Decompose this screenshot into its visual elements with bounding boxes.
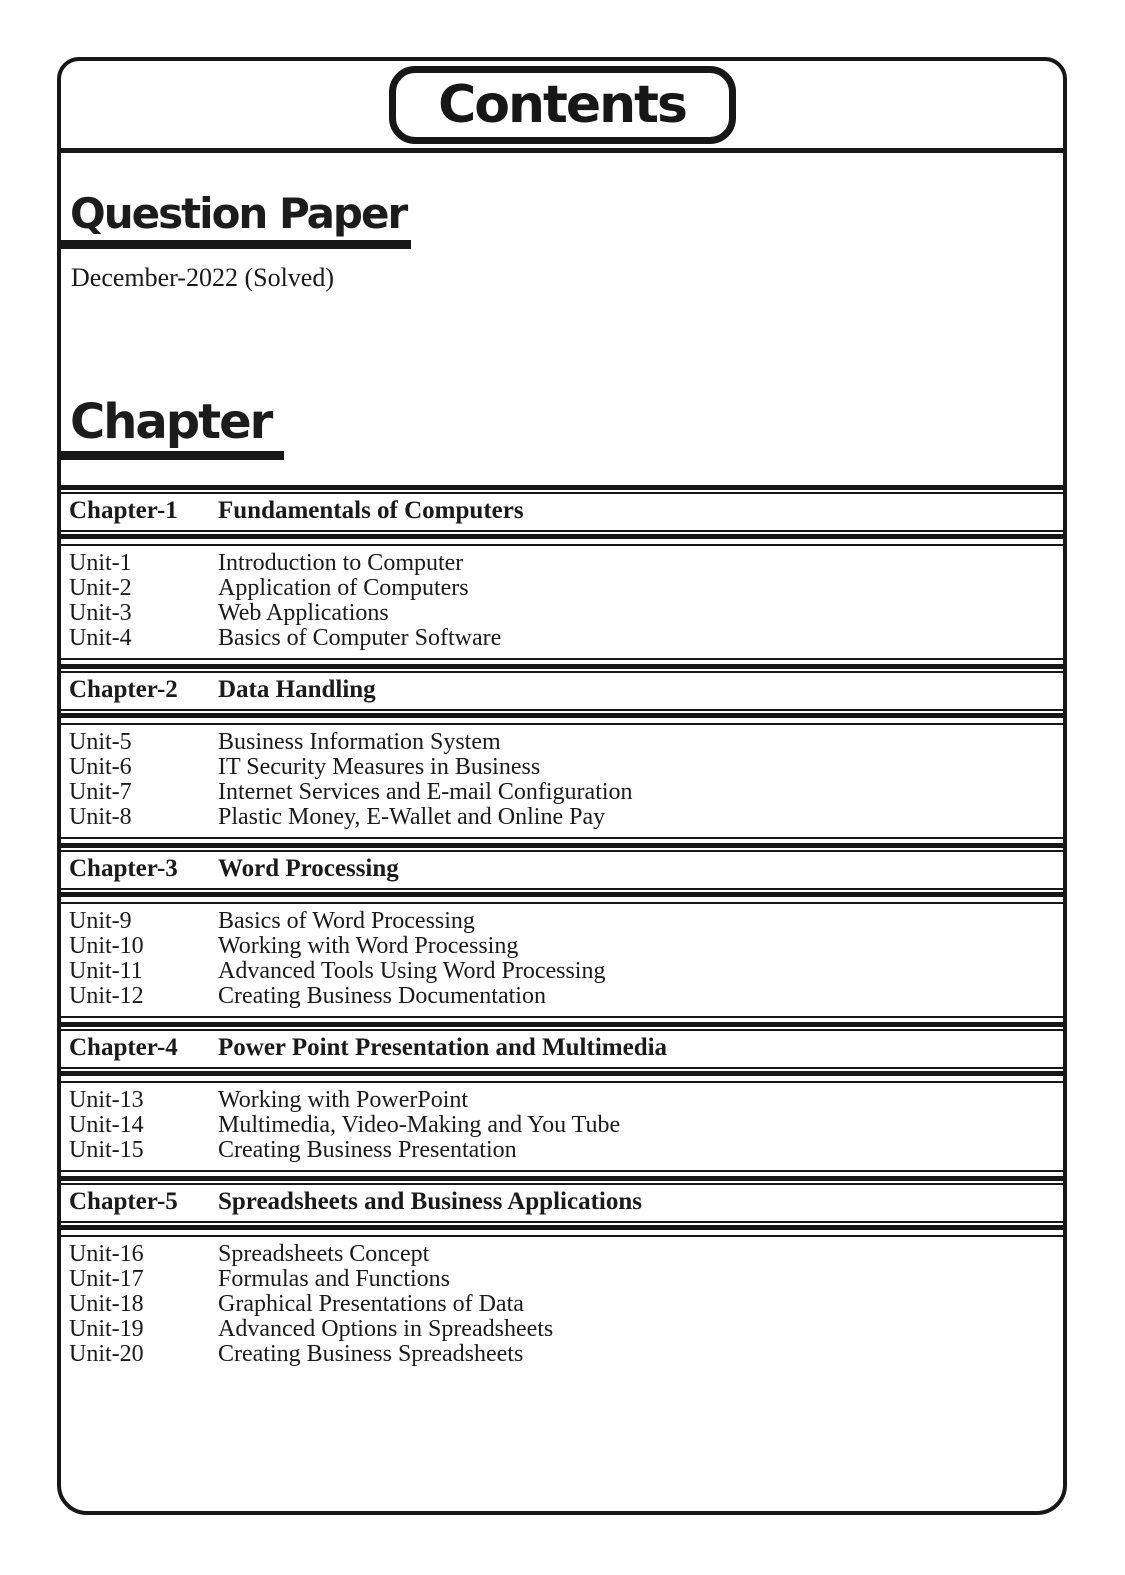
unit-row: [69, 805, 1055, 830]
unit-row: [69, 755, 1055, 780]
unit-title: Basics of Word Processing: [218, 908, 475, 935]
chapter-title: Fundamentals of Computers: [218, 497, 524, 525]
unit-label: Unit-7: [69, 779, 132, 806]
unit-label: Unit-14: [69, 1112, 144, 1139]
chapter-header-row: [61, 492, 1063, 532]
unit-title: Graphical Presentations of Data: [218, 1291, 524, 1318]
unit-label: Unit-13: [69, 1087, 144, 1114]
unit-label: Unit-4: [69, 625, 132, 652]
unit-row: [69, 576, 1055, 601]
chapter-section: [61, 664, 1063, 839]
header-band: [61, 61, 1063, 153]
unit-title: Introduction to Computer: [218, 550, 464, 577]
unit-title: Business Information System: [218, 729, 501, 756]
unit-row: [69, 959, 1055, 984]
unit-label: Unit-16: [69, 1241, 144, 1268]
unit-label: Unit-3: [69, 600, 132, 627]
chapter-header-band: [61, 843, 1063, 897]
unit-list: [61, 1235, 1063, 1374]
unit-label: Unit-11: [69, 958, 143, 985]
unit-row: [69, 1267, 1055, 1292]
chapter-label: Chapter-1: [69, 497, 178, 525]
unit-title: Formulas and Functions: [218, 1266, 450, 1293]
unit-title: Plastic Money, E-Wallet and Online Pay: [218, 804, 606, 831]
unit-title: IT Security Measures in Business: [218, 754, 541, 781]
unit-list: [61, 723, 1063, 839]
chapter-title: Power Point Presentation and Multimedia: [218, 1034, 668, 1062]
unit-title: Creating Business Documentation: [218, 983, 546, 1010]
unit-row: [69, 1342, 1055, 1367]
unit-row: [69, 1242, 1055, 1267]
contents-badge: [389, 66, 736, 144]
unit-list: [61, 902, 1063, 1018]
unit-title: Application of Computers: [218, 575, 469, 602]
unit-row: [69, 551, 1055, 576]
unit-label: Unit-18: [69, 1291, 144, 1318]
chapter-title: Data Handling: [218, 676, 376, 704]
unit-title: Creating Business Presentation: [218, 1137, 517, 1164]
unit-title: Creating Business Spreadsheets: [218, 1341, 524, 1368]
chapter-title: Word Processing: [218, 855, 399, 883]
unit-row: [69, 626, 1055, 651]
unit-label: Unit-8: [69, 804, 132, 831]
unit-title: Working with Word Processing: [218, 933, 519, 960]
unit-list: [61, 1081, 1063, 1172]
unit-title: Web Applications: [218, 600, 389, 627]
chapter-label: Chapter-3: [69, 855, 178, 883]
unit-label: Unit-17: [69, 1266, 144, 1293]
unit-title: Spreadsheets Concept: [218, 1241, 430, 1268]
chapter-label: Chapter-2: [69, 676, 178, 704]
unit-row: [69, 730, 1055, 755]
unit-row: [69, 601, 1055, 626]
unit-row: [69, 1113, 1055, 1138]
question-paper-underline: [61, 240, 411, 249]
chapter-label: Chapter-4: [69, 1034, 178, 1062]
chapter-header-row: [61, 671, 1063, 711]
chapters: [61, 485, 1063, 1374]
chapter-header-row: [61, 1029, 1063, 1069]
unit-row: [69, 909, 1055, 934]
unit-row: [69, 1138, 1055, 1163]
unit-row: [69, 780, 1055, 805]
unit-row: [69, 1292, 1055, 1317]
chapter-header-band: [61, 1176, 1063, 1230]
unit-title: Internet Services and E-mail Configuration: [218, 779, 633, 806]
unit-label: Unit-6: [69, 754, 132, 781]
chapter-header-band: [61, 485, 1063, 539]
unit-list: [61, 544, 1063, 660]
question-paper-heading: Question Paper: [70, 189, 407, 238]
question-paper-entry: December-2022 (Solved): [71, 263, 334, 293]
unit-row: [69, 934, 1055, 959]
unit-label: Unit-20: [69, 1341, 144, 1368]
unit-row: [69, 1088, 1055, 1113]
chapter-section: [61, 843, 1063, 1018]
unit-label: Unit-9: [69, 908, 132, 935]
chapter-title: Spreadsheets and Business Applications: [218, 1188, 642, 1216]
unit-label: Unit-19: [69, 1316, 144, 1343]
unit-title: Basics of Computer Software: [218, 625, 502, 652]
chapter-section: [61, 485, 1063, 660]
unit-label: Unit-10: [69, 933, 144, 960]
chapter-underline: [61, 451, 284, 460]
chapter-section: [61, 1176, 1063, 1374]
chapter-header-row: [61, 1183, 1063, 1223]
chapter-section: [61, 1022, 1063, 1172]
unit-label: Unit-1: [69, 550, 132, 577]
unit-label: Unit-2: [69, 575, 132, 602]
chapter-heading: Chapter: [70, 394, 272, 451]
chapter-header-band: [61, 1022, 1063, 1076]
unit-label: Unit-12: [69, 983, 144, 1010]
unit-row: [69, 1317, 1055, 1342]
unit-title: Advanced Tools Using Word Processing: [218, 958, 606, 985]
chapter-header-row: [61, 850, 1063, 890]
chapter-label: Chapter-5: [69, 1188, 178, 1216]
unit-title: Advanced Options in Spreadsheets: [218, 1316, 554, 1343]
unit-row: [69, 984, 1055, 1009]
page-frame: [57, 57, 1067, 1515]
unit-title: Multimedia, Video-Making and You Tube: [218, 1112, 621, 1139]
unit-title: Working with PowerPoint: [218, 1087, 469, 1114]
unit-label: Unit-15: [69, 1137, 144, 1164]
contents-badge-label: Contents: [438, 74, 686, 135]
chapter-header-band: [61, 664, 1063, 718]
unit-label: Unit-5: [69, 729, 132, 756]
